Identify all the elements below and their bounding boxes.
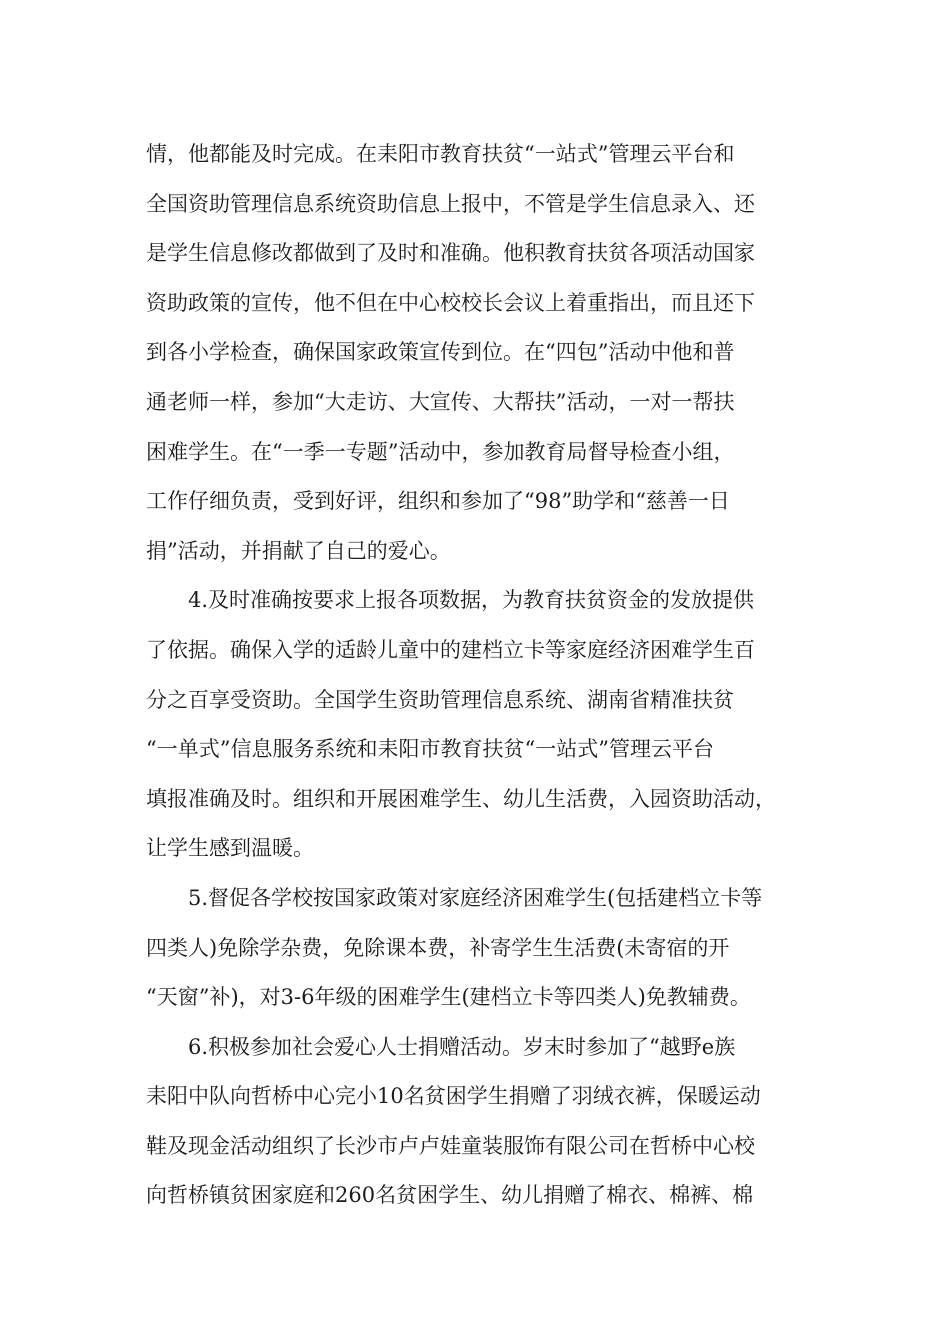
text-line: 到各小学检查，确保国家政策宣传到位。在“四包”活动中他和普 [146, 340, 735, 365]
text-line: 工作仔细负责，受到好评，组织和参加了“98”助学和“慈善一日 [146, 489, 730, 514]
paragraph-start-line: 5.督促各学校按国家政策对家庭经济困难学生(包括建档立卡等 [188, 885, 763, 910]
text-line: 困难学生。在“一季一专题”活动中，参加教育局督导检查小组， [146, 439, 735, 464]
text-line: 让学生感到温暖。 [146, 836, 314, 861]
body-text [146, 130, 816, 1221]
text-line: 了依据。确保入学的适龄儿童中的建档立卡等家庭经济困难学生百 [146, 637, 755, 662]
text-line: 情，他都能及时完成。在耒阳市教育扶贫“一站式”管理云平台和 [146, 142, 735, 166]
text-line: “天窗”补)，对3-6年级的困难学生(建档立卡等四类人)免教辅费。 [146, 985, 751, 1010]
paragraph-start-line: 4.及时准确按要求上报各项数据，为教育扶贫资金的发放提供 [188, 588, 755, 613]
text-line: 全国资助管理信息系统资助信息上报中，不管是学生信息录入、还 [146, 191, 755, 216]
text-line: 向哲桥镇贫困家庭和260名贫困学生、幼儿捐赠了棉衣、棉裤、棉 [146, 1183, 754, 1208]
text-line: 资助政策的宣传，他不但在中心校校长会议上着重指出，而且还下 [146, 290, 755, 315]
text-line: 是学生信息修改都做到了及时和准确。他积教育扶贫各项活动国家 [146, 241, 755, 266]
text-line: 捐”活动，并捐献了自己的爱心。 [146, 538, 451, 563]
text-line: 分之百享受资助。全国学生资助管理信息系统、湖南省精准扶贫 [146, 687, 734, 712]
text-line: 鞋及现金活动组织了长沙市卢卢娃童装服饰有限公司在哲桥中心校 [146, 1133, 755, 1158]
text-line: “一单式”信息服务系统和耒阳市教育扶贫“一站式”管理云平台 [146, 737, 714, 762]
paragraph-start-line: 6.积极参加社会爱心人士捐赠活动。岁末时参加了“越野e族 [188, 1034, 736, 1059]
text-line: 通老师一样，参加“大走访、大宣传、大帮扶”活动，一对一帮扶 [146, 389, 735, 414]
text-line: 填报准确及时。组织和开展困难学生、幼儿生活费，入园资助活动， [146, 786, 776, 811]
text-line: 耒阳中队向哲桥中心完小10名贫困学生捐赠了羽绒衣裤，保暖运动 [146, 1084, 761, 1109]
text-line: 四类人)免除学杂费，免除课本费，补寄学生生活费(未寄宿的开 [146, 935, 730, 960]
